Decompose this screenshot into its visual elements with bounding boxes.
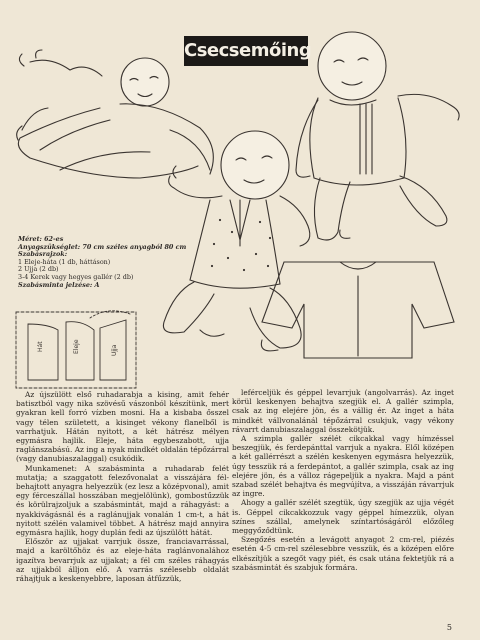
baby-left-figure xyxy=(17,50,214,178)
paragraph: Munkamenet: A szabásminta a ruhadarab felét mutatja; a szaggatott felezővonalat a visszájára fél-behajtott anyagra helyezzük (ez lesz a középvonal), amit egy férceszállal hosszában megjelölünk), gombostűzzük és körülrajzoljuk a szabásmintát, majd a ráhagyást: a nyakkivágásnál és a raglánujjak vonalán 1 cm-t, a hát nyitott szélén valamivel többet. A hátrész majd annyira egymásra hajlik, hogy duplán fedi az újszülött hátát. xyxy=(16,463,229,538)
pattern-item: 1 Eleje-háta (1 db, háttáson) xyxy=(18,257,111,266)
pattern-item: 2 Ujja (2 db) xyxy=(18,265,59,274)
paragraph: Először az ujjakat varrjuk össze, franciavarrással, majd a karöltőhöz és az eleje-háta raglánvonalához igazítva bevarrjuk az ujjakat; a fél cm széles ráhagyás az ujjakból álljon elő. A varrás szélesebb oldalát ráhajtjuk a keskenyebbre, laposan átfűzzük, xyxy=(16,537,229,584)
pattern-label-eleje: Eleje xyxy=(73,339,80,354)
patterns-label: Szabásrajzok: xyxy=(18,250,68,259)
text-column-right xyxy=(232,388,454,572)
paragraph: Az újszülött első ruhadarabja a kising, amit fehér batisztból vagy nika szövésű vászonból készítünk, mert gyakran kell forró vízben mosni. Ha a kisbaba ősszel vagy télen született, a kisinget vékony flanelből is varrhatjuk. Hátán nyitott, a két hátrész mélyen egymásra hajlik. Eleje, háta egybeszabott, ujja raglánszabású. Az ing a nyak mindkét oldalán tépőzárral (vagy danubiaszalaggal) csukódik. xyxy=(16,390,229,464)
baby-right-figure xyxy=(296,32,459,240)
text-column-left xyxy=(16,390,229,583)
specs-block xyxy=(18,236,218,289)
material-line: Anyagszükséglet: 70 cm széles anyagból 80 cm xyxy=(18,242,187,251)
pattern-label-hat: Hát xyxy=(37,341,44,352)
paragraph: Szegőzés esetén a levágott anyagot 2 cm-rel, piézés esetén 4-5 cm-rel szélesebbre vesszük, és a középen előre elkészítjük a szegőt vagy piét, és csak utána fektetjük rá a szabásmintát és szabjuk formára. xyxy=(232,535,454,572)
article-title: Csecsemőing xyxy=(184,36,308,66)
page-number: 5 xyxy=(446,623,452,632)
paragraph: lefércеljük és géppel levarrjuk (angolvarrás). Az inget körül keskenyen behajtva szegjük el. A gallér szimpla, csak az ing elejére jön, és a vállig ér. Az inget a háta mindkét vállvonalánál tépőzárral csukjuk, vagy vékony rávarrt danubiaszalaggal összekötjük. xyxy=(232,388,454,434)
pattern-label-ujja: Ujja xyxy=(111,344,118,356)
paragraph: A szimpla gallér szélét cikcakkal vagy hímzéssel beszegjük, és ferdepánttal varrjuk a nyakra. Elől középen a két gallérrészt a szélén keskenyen egymásra helyezzük, úgy tesszük rá a ferdepántot, a gallér szimpla, csak az ing elejére jön, és a válloz rágepeljük a nyakra. Majd a pánt szabad szélét behajtva és megvújítva, a visszáján rávarrjuk az ingre. xyxy=(232,434,454,499)
pattern-labels-layer xyxy=(16,312,136,388)
pattern-item: 3-4 Kerek vagy hegyes gallér (2 db) xyxy=(18,272,134,281)
size-line: Méret: 62-es xyxy=(18,235,64,243)
shirt-flat-drawing xyxy=(262,262,454,358)
pattern-mark-line: Szabásminta jelzése: A xyxy=(18,280,100,289)
paragraph: Ahogy a gallér szélét szegtük, úgy szegjük az ujja végét is. Géppel cikcakkozzuk vagy géppel hímezzük, olyan színes szállal, amelynek színtartóságáról előzőleg meggyőződtünk. xyxy=(232,498,454,536)
